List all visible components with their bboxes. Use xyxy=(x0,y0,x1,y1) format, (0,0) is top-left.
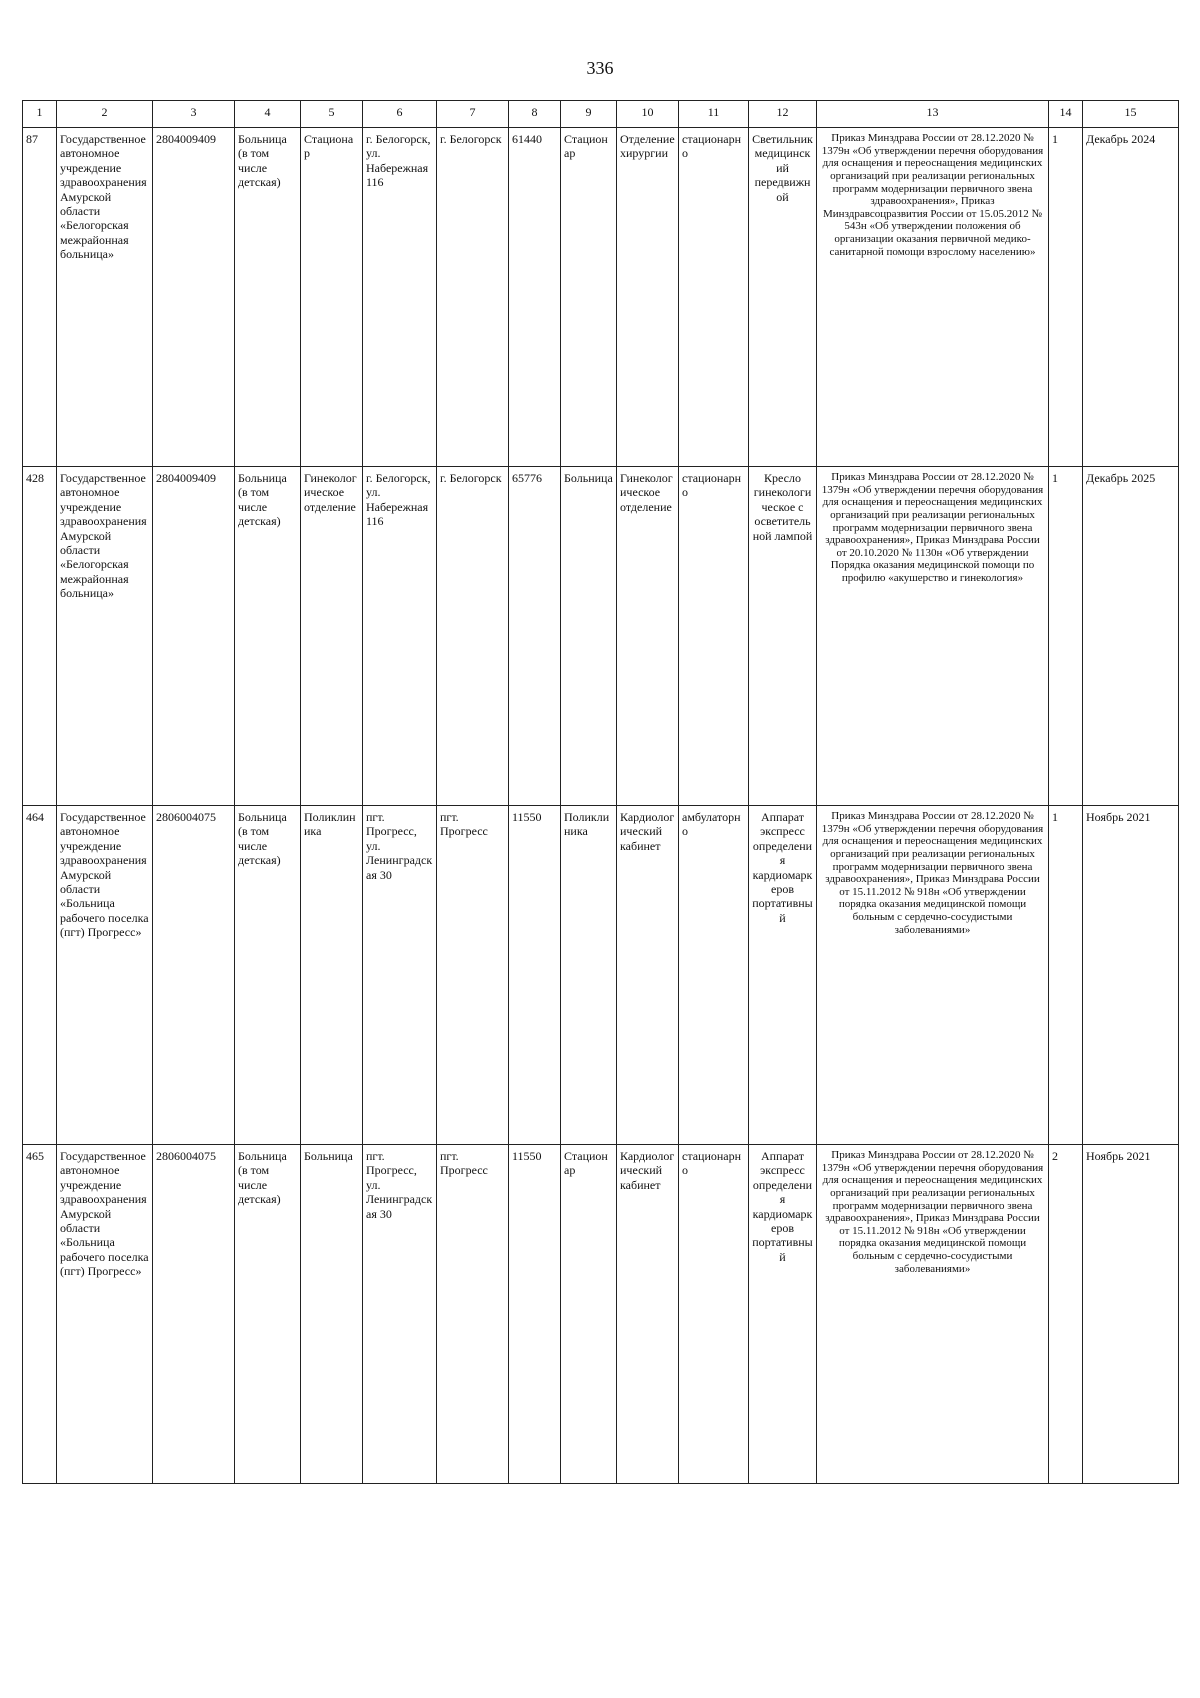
delivery-date: Декабрь 2024 xyxy=(1083,128,1179,467)
organization-name: Государственное автономное учреждение здравоохранения Амурской области «Белогорская межрайонная больница» xyxy=(57,467,153,806)
table-row xyxy=(23,128,1179,467)
organization-type: Больница (в том числе детская) xyxy=(235,467,301,806)
unit-type: Поликлиника xyxy=(561,806,617,1145)
regulatory-basis: Приказ Минздрава России от 28.12.2020 № 1379н «Об утверждении перечня оборудования для оснащения и переоснащения медицинских организаций при реализации региональных программ модернизации первичного звена здравоохранения», Приказ Минздравсоцразвития России от 15.05.2012 № 543н «Об утверждении положения об организации оказания первичной медико-санитарной помощи взрослому населению» xyxy=(817,128,1049,467)
equipment-name: Светильник медицинский передвижной xyxy=(749,128,817,467)
care-conditions: амбулаторно xyxy=(679,806,749,1145)
locality: пгт. Прогресс xyxy=(437,1145,509,1484)
col-header-7: 7 xyxy=(437,101,509,128)
table-row xyxy=(23,806,1179,1145)
row-number: 428 xyxy=(23,467,57,806)
subdivision: Стационар xyxy=(301,128,363,467)
unit-type: Стационар xyxy=(561,1145,617,1484)
regulatory-basis: Приказ Минздрава России от 28.12.2020 № 1379н «Об утверждении перечня оборудования для оснащения и переоснащения медицинских организаций при реализации региональных программ модернизации первичного звена здравоохранения», Приказ Минздрава России от 15.11.2012 № 918н «Об утверждении порядка оказания медицинской помощи больным с сердечно-сосудистыми заболеваниями» xyxy=(817,806,1049,1145)
col-header-3: 3 xyxy=(153,101,235,128)
organization-name: Государственное автономное учреждение здравоохранения Амурской области «Белогорская межрайонная больница» xyxy=(57,128,153,467)
locality: пгт. Прогресс xyxy=(437,806,509,1145)
organization-type: Больница (в том числе детская) xyxy=(235,128,301,467)
population: 65776 xyxy=(509,467,561,806)
row-number: 465 xyxy=(23,1145,57,1484)
care-conditions: стационарно xyxy=(679,1145,749,1484)
delivery-date: Ноябрь 2021 xyxy=(1083,1145,1179,1484)
col-header-2: 2 xyxy=(57,101,153,128)
col-header-1: 1 xyxy=(23,101,57,128)
col-header-9: 9 xyxy=(561,101,617,128)
table-row xyxy=(23,467,1179,806)
department: Кардиологический кабинет xyxy=(617,806,679,1145)
inn: 2806004075 xyxy=(153,1145,235,1484)
care-conditions: стационарно xyxy=(679,128,749,467)
inn: 2804009409 xyxy=(153,467,235,806)
inn: 2804009409 xyxy=(153,128,235,467)
col-header-4: 4 xyxy=(235,101,301,128)
subdivision: Поликлиника xyxy=(301,806,363,1145)
col-header-8: 8 xyxy=(509,101,561,128)
department: Кардиологический кабинет xyxy=(617,1145,679,1484)
quantity: 1 xyxy=(1049,128,1083,467)
col-header-11: 11 xyxy=(679,101,749,128)
locality: г. Белогорск xyxy=(437,467,509,806)
care-conditions: стационарно xyxy=(679,467,749,806)
quantity: 2 xyxy=(1049,1145,1083,1484)
page-number: 336 xyxy=(586,58,614,78)
col-header-5: 5 xyxy=(301,101,363,128)
address: пгт. Прогресс, ул. Ленинградская 30 xyxy=(363,1145,437,1484)
quantity: 1 xyxy=(1049,806,1083,1145)
row-number: 464 xyxy=(23,806,57,1145)
address: г. Белогорск, ул. Набережная 116 xyxy=(363,128,437,467)
col-header-12: 12 xyxy=(749,101,817,128)
equipment-name: Аппарат экспресс определения кардиомаркеров портативный xyxy=(749,806,817,1145)
subdivision: Больница xyxy=(301,1145,363,1484)
address: г. Белогорск, ул. Набережная 116 xyxy=(363,467,437,806)
col-header-14: 14 xyxy=(1049,101,1083,128)
row-number: 87 xyxy=(23,128,57,467)
locality: г. Белогорск xyxy=(437,128,509,467)
organization-type: Больница (в том числе детская) xyxy=(235,806,301,1145)
quantity: 1 xyxy=(1049,467,1083,806)
population: 61440 xyxy=(509,128,561,467)
equipment-name: Кресло гинекологическое с осветительной лампой xyxy=(749,467,817,806)
subdivision: Гинекологическое отделение xyxy=(301,467,363,806)
table-row xyxy=(23,1145,1179,1484)
organization-name: Государственное автономное учреждение здравоохранения Амурской области «Больница рабочего поселка (пгт) Прогресс» xyxy=(57,806,153,1145)
delivery-date: Ноябрь 2021 xyxy=(1083,806,1179,1145)
equipment-name: Аппарат экспресс определения кардиомаркеров портативный xyxy=(749,1145,817,1484)
regulatory-basis: Приказ Минздрава России от 28.12.2020 № 1379н «Об утверждении перечня оборудования для оснащения и переоснащения медицинских организаций при реализации региональных программ модернизации первичного звена здравоохранения», Приказ Минздрава России от 20.10.2020 № 1130н «Об утверждении Порядка оказания медицинской помощи по профилю «акушерство и гинекология» xyxy=(817,467,1049,806)
delivery-date: Декабрь 2025 xyxy=(1083,467,1179,806)
inn: 2806004075 xyxy=(153,806,235,1145)
organization-type: Больница (в том числе детская) xyxy=(235,1145,301,1484)
col-header-10: 10 xyxy=(617,101,679,128)
department: Гинекологическое отделение xyxy=(617,467,679,806)
col-header-15: 15 xyxy=(1083,101,1179,128)
department: Отделение хирургии xyxy=(617,128,679,467)
population: 11550 xyxy=(509,806,561,1145)
organization-name: Государственное автономное учреждение здравоохранения Амурской области «Больница рабочего поселка (пгт) Прогресс» xyxy=(57,1145,153,1484)
unit-type: Стационар xyxy=(561,128,617,467)
equipment-table xyxy=(22,100,1179,1484)
col-header-13: 13 xyxy=(817,101,1049,128)
regulatory-basis: Приказ Минздрава России от 28.12.2020 № 1379н «Об утверждении перечня оборудования для оснащения и переоснащения медицинских организаций при реализации региональных программ модернизации первичного звена здравоохранения», Приказ Минздрава России от 15.11.2012 № 918н «Об утверждении порядка оказания медицинской помощи больным с сердечно-сосудистыми заболеваниями» xyxy=(817,1145,1049,1484)
address: пгт. Прогресс, ул. Ленинградская 30 xyxy=(363,806,437,1145)
population: 11550 xyxy=(509,1145,561,1484)
header-row xyxy=(23,101,1179,128)
unit-type: Больница xyxy=(561,467,617,806)
col-header-6: 6 xyxy=(363,101,437,128)
